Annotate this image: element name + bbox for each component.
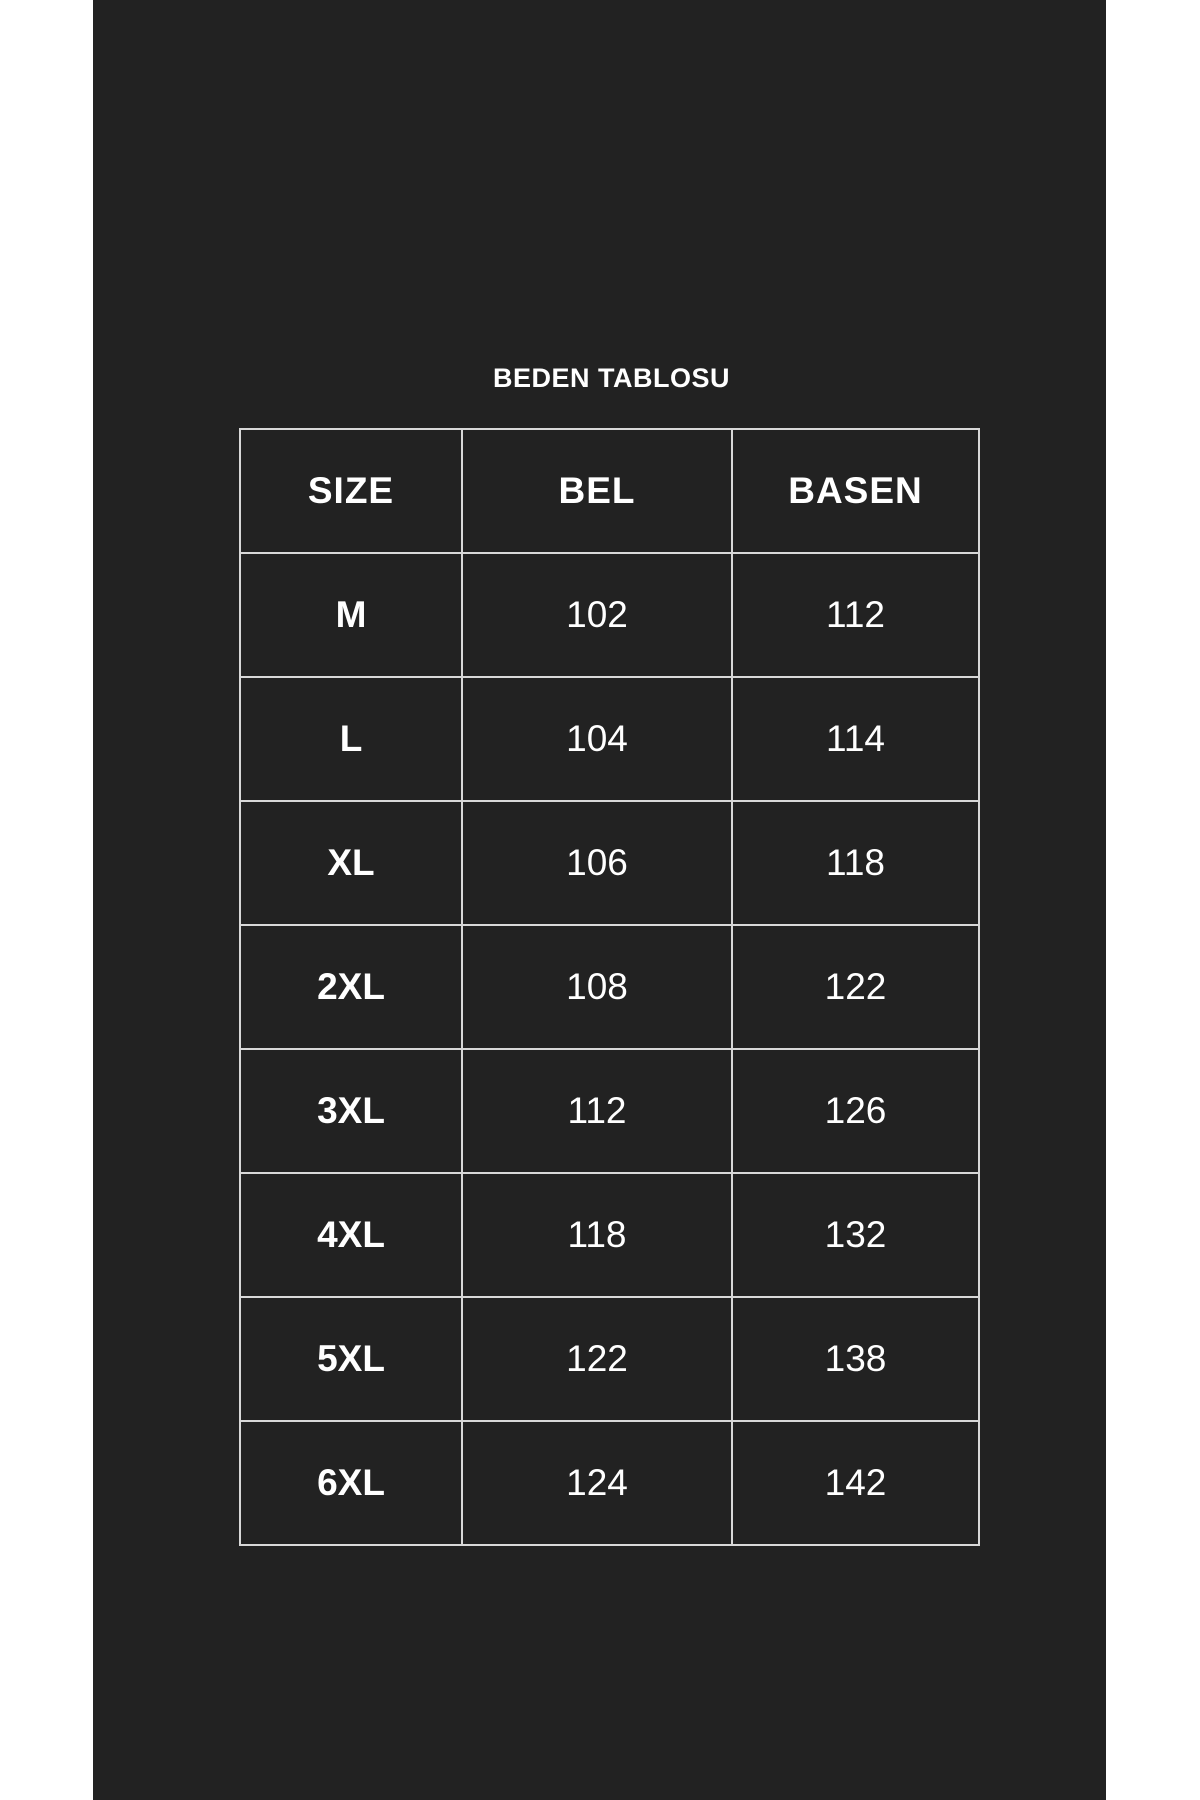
table-row <box>240 553 979 677</box>
header-bel: BEL <box>462 429 732 553</box>
basen-cell: 138 <box>732 1297 979 1421</box>
basen-cell: 126 <box>732 1049 979 1173</box>
size-cell: 3XL <box>240 1049 462 1173</box>
basen-cell: 122 <box>732 925 979 1049</box>
table-row <box>240 801 979 925</box>
bel-cell: 124 <box>462 1421 732 1545</box>
size-chart-panel <box>93 0 1106 1800</box>
basen-cell: 112 <box>732 553 979 677</box>
bel-cell: 104 <box>462 677 732 801</box>
basen-cell: 142 <box>732 1421 979 1545</box>
table-row <box>240 1049 979 1173</box>
bel-cell: 102 <box>462 553 732 677</box>
table-row <box>240 1173 979 1297</box>
bel-cell: 108 <box>462 925 732 1049</box>
table-row <box>240 677 979 801</box>
table-row <box>240 1297 979 1421</box>
size-cell: 5XL <box>240 1297 462 1421</box>
basen-cell: 114 <box>732 677 979 801</box>
basen-cell: 118 <box>732 801 979 925</box>
bel-cell: 106 <box>462 801 732 925</box>
table-row <box>240 1421 979 1545</box>
table-row <box>240 925 979 1049</box>
size-table <box>239 428 980 1546</box>
chart-title: BEDEN TABLOSU <box>492 363 730 393</box>
size-cell: 2XL <box>240 925 462 1049</box>
basen-cell: 132 <box>732 1173 979 1297</box>
bel-cell: 118 <box>462 1173 732 1297</box>
bel-cell: 112 <box>462 1049 732 1173</box>
bel-cell: 122 <box>462 1297 732 1421</box>
table-header-row <box>240 429 979 553</box>
size-cell: 4XL <box>240 1173 462 1297</box>
header-size: SIZE <box>240 429 462 553</box>
size-cell: L <box>240 677 462 801</box>
size-cell: XL <box>240 801 462 925</box>
size-cell: 6XL <box>240 1421 462 1545</box>
header-basen: BASEN <box>732 429 979 553</box>
size-cell: M <box>240 553 462 677</box>
